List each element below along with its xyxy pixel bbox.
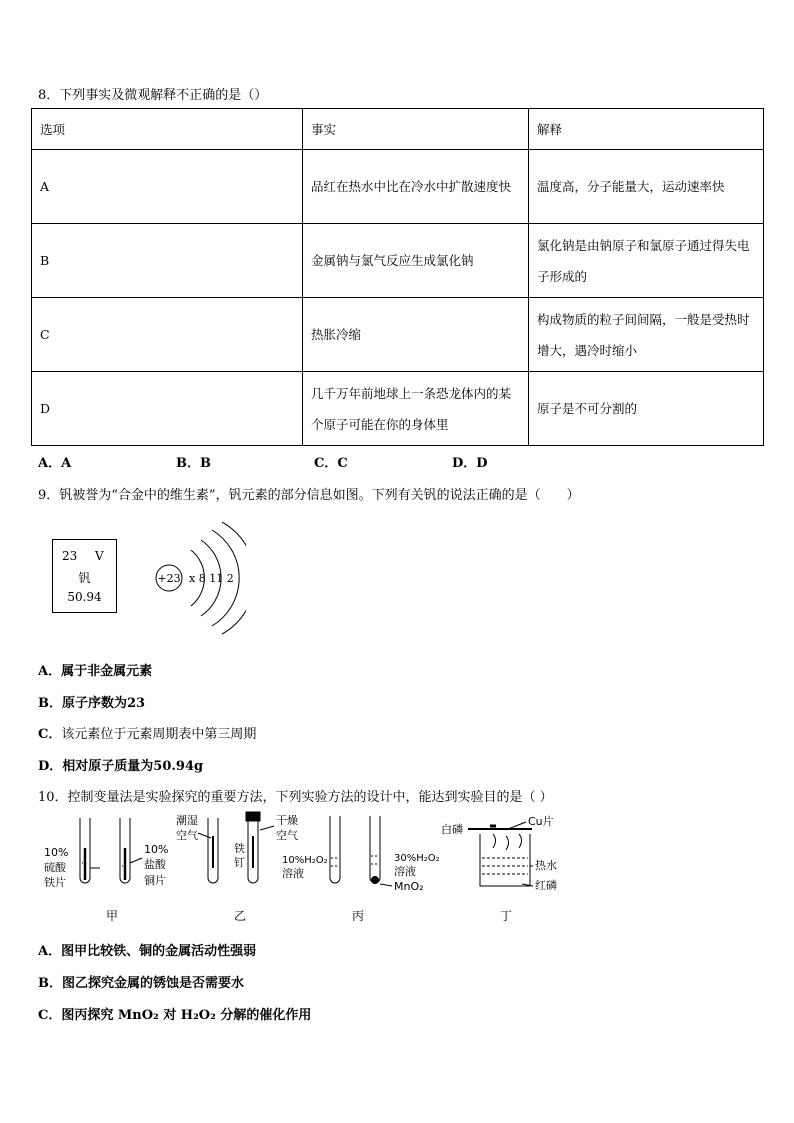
- svg-text:甲: 甲: [106, 909, 119, 923]
- option-label: C．: [38, 1008, 62, 1023]
- svg-text:溶液: 溶液: [394, 865, 416, 878]
- svg-text:溶液: 溶液: [282, 867, 304, 880]
- table-row: [32, 224, 764, 298]
- svg-text:30%H₂O₂: 30%H₂O₂: [394, 853, 440, 864]
- element-name: 钒: [78, 571, 91, 585]
- table-header-row: [32, 109, 764, 150]
- header-explanation: 解释: [529, 109, 764, 150]
- row-option: D: [32, 372, 303, 446]
- svg-text:潮湿: 潮湿: [176, 814, 198, 827]
- option-label: B．: [38, 696, 62, 711]
- element-symbol: V: [95, 549, 104, 563]
- question-8-title: 8．下列事实及微观解释不正确的是（）: [38, 88, 268, 103]
- answer-option-a[interactable]: A．A: [38, 456, 72, 471]
- svg-text:铁片: 铁片: [44, 876, 66, 889]
- option-label: D．: [38, 759, 63, 774]
- row-option: A: [32, 150, 303, 224]
- q10-option-c[interactable]: [38, 1004, 311, 1023]
- nucleus-charge: +23: [157, 572, 181, 585]
- svg-text:Cu片: Cu片: [528, 815, 554, 828]
- option-label: B．: [38, 976, 62, 991]
- svg-text:MnO₂: MnO₂: [394, 880, 424, 893]
- option-text: 图丙探究 MnO₂ 对 H₂O₂ 分解的催化作用: [61, 1008, 312, 1023]
- svg-text:丙: 丙: [352, 909, 365, 923]
- table-row: [32, 298, 764, 372]
- svg-text:丁: 丁: [500, 909, 513, 923]
- experiment-apparatus-figure: [38, 808, 598, 926]
- svg-text:10%: 10%: [44, 846, 69, 859]
- row-explanation: 温度高，分子能量大，运动速率快: [529, 150, 764, 224]
- row-fact: 热胀冷缩: [303, 298, 529, 372]
- svg-text:空气: 空气: [176, 829, 198, 842]
- atomic-number: 23: [62, 549, 78, 563]
- option-text: 属于非金属元素: [61, 664, 153, 679]
- svg-text:白磷: 白磷: [441, 823, 463, 836]
- row-explanation: 原子是不可分割的: [529, 372, 764, 446]
- q9-option-a[interactable]: [38, 660, 152, 679]
- element-card: [52, 539, 117, 613]
- row-explanation: 构成物质的粒子间间隔，一般是受热时增大，遇冷时缩小: [529, 298, 764, 372]
- question-8-table: [31, 108, 764, 446]
- row-option: C: [32, 298, 303, 372]
- svg-text:10%: 10%: [144, 843, 169, 856]
- svg-text:乙: 乙: [234, 909, 247, 923]
- shell-electrons: x 8 11 2: [189, 572, 234, 585]
- table-row: [32, 150, 764, 224]
- row-option: B: [32, 224, 303, 298]
- option-text: 相对原子质量为50.94g: [62, 759, 204, 774]
- atom-structure-diagram: [146, 518, 246, 638]
- atomic-mass: 50.94: [67, 590, 102, 604]
- question-9-title: 9．钒被誉为“合金中的维生素”，钒元素的部分信息如图。下列有关钒的说法正确的是（ ）: [38, 488, 580, 503]
- q10-option-a[interactable]: [38, 940, 256, 959]
- answer-option-c[interactable]: C．C: [314, 456, 348, 471]
- q9-option-b[interactable]: [38, 692, 145, 711]
- svg-text:硫酸: 硫酸: [44, 861, 66, 874]
- option-label: A．: [38, 944, 62, 959]
- option-text: 该元素位于元素周期表中第三周期: [61, 727, 257, 742]
- svg-text:铁: 铁: [234, 842, 245, 855]
- option-text: 图甲比较铁、铜的金属活动性强弱: [61, 944, 257, 959]
- row-fact: 几千万年前地球上一条恐龙体内的某个原子可能在你的身体里: [303, 372, 529, 446]
- svg-text:钉: 钉: [234, 856, 245, 869]
- row-explanation: 氯化钠是由钠原子和氯原子通过得失电子形成的: [529, 224, 764, 298]
- header-fact: 事实: [303, 109, 529, 150]
- svg-text:干燥: 干燥: [276, 814, 298, 827]
- q9-option-d[interactable]: [38, 755, 203, 774]
- table-row: [32, 372, 764, 446]
- answer-option-d[interactable]: D．D: [452, 456, 488, 471]
- svg-text:盐酸: 盐酸: [144, 858, 166, 871]
- option-label: A．: [38, 664, 62, 679]
- question-10-title: 10．控制变量法是实验探究的重要方法，下列实验方法的设计中，能达到实验目的是（ ）: [38, 790, 553, 805]
- answer-option-b[interactable]: B．B: [176, 456, 211, 471]
- header-option: 选项: [32, 109, 303, 150]
- svg-text:铜片: 铜片: [144, 874, 166, 887]
- svg-text:热水: 热水: [535, 859, 557, 872]
- q9-option-c[interactable]: [38, 723, 256, 742]
- option-label: C．: [38, 727, 62, 742]
- row-fact: 品红在热水中比在冷水中扩散速度快: [303, 150, 529, 224]
- svg-text:空气: 空气: [276, 829, 298, 842]
- row-fact: 金属钠与氯气反应生成氯化钠: [303, 224, 529, 298]
- option-text: 原子序数为23: [62, 696, 146, 711]
- q10-option-b[interactable]: [38, 972, 244, 991]
- svg-text:红磷: 红磷: [535, 879, 557, 892]
- option-text: 图乙探究金属的锈蚀是否需要水: [62, 976, 245, 991]
- svg-text:10%H₂O₂: 10%H₂O₂: [282, 855, 328, 866]
